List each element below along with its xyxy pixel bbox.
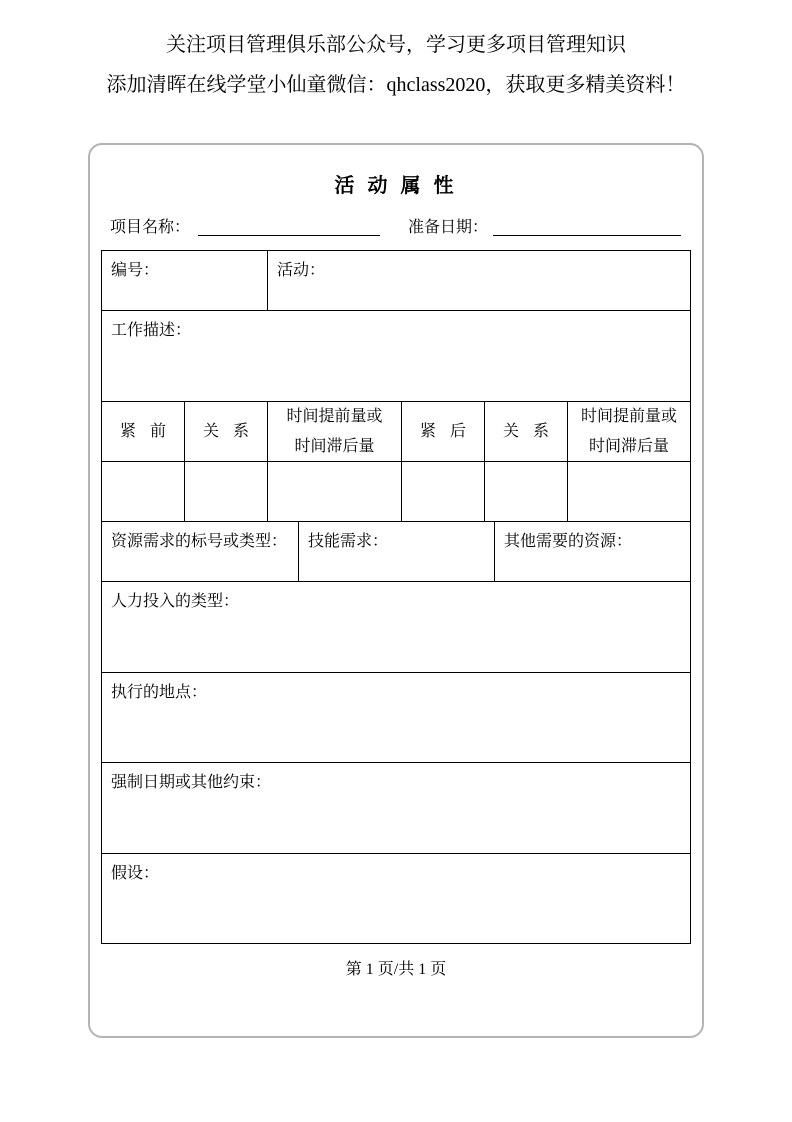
predecessor-header (101, 401, 185, 462)
lead-lag-header-2-line1: 时间提前量或 (580, 407, 677, 425)
assumptions-label: 假设： (111, 865, 160, 882)
form-title: 活 动 属 性 (334, 175, 458, 197)
lead-lag-header-2-line2: 时间滞后量 (588, 437, 669, 455)
constraints-label: 强制日期或其他约束： (111, 774, 272, 791)
work-description-label: 工作描述： (111, 322, 192, 339)
assumptions-cell (101, 853, 691, 944)
constraints-cell (101, 762, 691, 854)
successor-header (401, 401, 485, 462)
page-number: 第 1 页/共 1 页 (345, 961, 447, 978)
prepare-date-label: 准备日期： (408, 219, 489, 236)
lead-lag-header-2 (567, 401, 691, 462)
lead-lag-header-1-line1: 时间提前量或 (286, 407, 383, 425)
id-label: 编号： (111, 262, 160, 279)
project-name-label: 项目名称： (110, 219, 191, 236)
relation-value-cell-1 (184, 461, 268, 522)
promo-line-2: 添加清晖在线学堂小仙童微信：qhclass2020，获取更多精美资料！ (106, 74, 686, 96)
skills-cell (298, 521, 495, 582)
successor-value-cell (401, 461, 485, 522)
relation-value-cell-2 (484, 461, 568, 522)
location-cell (101, 672, 691, 763)
work-description-cell (101, 310, 691, 402)
labor-type-label: 人力投入的类型： (111, 593, 240, 610)
predecessor-header-label: 紧 前 (119, 422, 171, 440)
relation-header-1 (184, 401, 268, 462)
activity-label: 活动： (277, 262, 326, 279)
other-resources-cell (494, 521, 691, 582)
labor-type-cell (101, 581, 691, 673)
prepare-date-blank (493, 235, 681, 236)
id-cell (101, 250, 268, 311)
project-name-blank (198, 235, 380, 236)
lead-lag-header-1 (267, 401, 402, 462)
promo-line-1: 关注项目管理俱乐部公众号，学习更多项目管理知识 (166, 34, 626, 56)
lead-lag-value-cell-2 (567, 461, 691, 522)
resource-type-label: 资源需求的标号或类型： (111, 533, 288, 550)
location-label: 执行的地点： (111, 684, 208, 701)
relation-header-2-label: 关 系 (502, 422, 554, 440)
relation-header-1-label: 关 系 (202, 422, 254, 440)
predecessor-value-cell (101, 461, 185, 522)
successor-header-label: 紧 后 (419, 422, 471, 440)
lead-lag-value-cell-1 (267, 461, 402, 522)
activity-cell (267, 250, 691, 311)
skills-label: 技能需求： (308, 533, 389, 550)
resource-type-cell (101, 521, 299, 582)
lead-lag-header-1-line2: 时间滞后量 (294, 437, 375, 455)
relation-header-2 (484, 401, 568, 462)
other-resources-label: 其他需要的资源： (504, 533, 633, 550)
activity-attributes-table (101, 250, 691, 944)
